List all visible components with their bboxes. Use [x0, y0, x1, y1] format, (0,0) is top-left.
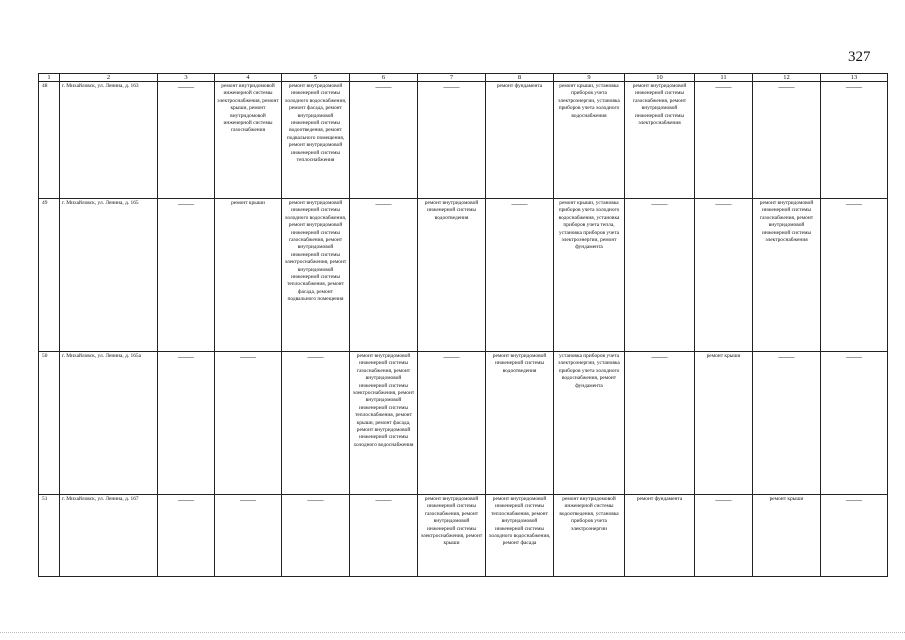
repair-schedule-table: [38, 73, 888, 577]
table-row: [39, 352, 888, 495]
address-cell: г. Михайловск, ул. Ленина, д. 163: [60, 82, 158, 199]
column-number: 12: [753, 74, 821, 82]
work-cell: ——: [418, 82, 486, 199]
address-cell: г. Михайловск, ул. Ленина, д. 165: [60, 199, 158, 352]
table-row: [39, 199, 888, 352]
work-cell: ——: [282, 495, 350, 577]
work-cell: ——: [350, 199, 418, 352]
table-row: [39, 495, 888, 577]
column-number: 10: [625, 74, 695, 82]
work-cell: ремонт фундамента: [625, 495, 695, 577]
work-cell: ——: [753, 82, 821, 199]
row-number: 48: [39, 82, 60, 199]
work-cell: ——: [695, 199, 753, 352]
scan-artifact-line: [0, 632, 905, 634]
work-cell: ремонт внутридомовой инженерной системы теплоснабжения, ремонт внутридомовой инженерной системы холодного водоснабжения, ремонт фасада: [486, 495, 554, 577]
column-number: 4: [215, 74, 282, 82]
work-cell: ремонт внутридомовой инженерной системы газоснабжения, ремонт внутридомовой инженерной системы электроснабжения, ремонт внутридомовой инженерной системы теплоснабжения, ремонт крыши, ремонт фасада, ремонт внутридомовой инженерной системы холодного водоснабжения: [350, 352, 418, 495]
work-cell: ремонт внутридомовой инженерной системы электроснабжения, ремонт крыши, ремонт внутридомовой инженерной системы газоснабжения: [215, 82, 282, 199]
work-cell: ремонт крыши: [753, 495, 821, 577]
work-cell: ——: [695, 495, 753, 577]
work-cell: ——: [695, 82, 753, 199]
work-cell: ——: [821, 199, 888, 352]
row-number: 51: [39, 495, 60, 577]
work-cell: ремонт крыши, установка приборов учета холодного водоснабжения, установка приборов учета тепла, установка приборов учета электроэнергии, ремонт фундамента: [554, 199, 625, 352]
page-number: 327: [848, 49, 871, 65]
column-number: 9: [554, 74, 625, 82]
work-cell: ——: [282, 352, 350, 495]
work-cell: ——: [821, 495, 888, 577]
work-cell: ——: [158, 199, 215, 352]
work-cell: ——: [158, 82, 215, 199]
address-cell: г. Михайловск, ул. Ленина, д. 165а: [60, 352, 158, 495]
work-cell: ——: [753, 352, 821, 495]
column-number: 2: [60, 74, 158, 82]
work-cell: ремонт внутридомовой инженерной системы газоснабжения, ремонт внутридомовой инженерной системы электроснабжения, ремонт крыши: [418, 495, 486, 577]
work-cell: ——: [821, 352, 888, 495]
work-cell: ремонт внутридомовой инженерной системы газоснабжения, ремонт внутридомовой инженерной системы электроснабжения: [753, 199, 821, 352]
work-cell: ——: [486, 199, 554, 352]
work-cell: ремонт крыши, установка приборов учета электроэнергии, установка приборов учета холодного водоснабжения: [554, 82, 625, 199]
work-cell: установка приборов учета электроэнергии, установка приборов учета холодного водоснабжения, ремонт фундамента: [554, 352, 625, 495]
row-number: 49: [39, 199, 60, 352]
work-cell: ——: [418, 352, 486, 495]
column-number: 3: [158, 74, 215, 82]
work-cell: ремонт внутридомовой инженерной системы холодного водоснабжения, ремонт фасада, ремонт внутридомовой инженерной системы водоотведения, ремонт подвального помещения, ремонт внутридомовой инженерной системы теплоснабжения: [282, 82, 350, 199]
work-cell: ——: [158, 495, 215, 577]
work-cell: ——: [625, 199, 695, 352]
column-number: 13: [821, 74, 888, 82]
work-cell: ——: [158, 352, 215, 495]
work-cell: ремонт крыши: [215, 199, 282, 352]
work-cell: ——: [821, 82, 888, 199]
column-number: 5: [282, 74, 350, 82]
work-cell: ——: [625, 352, 695, 495]
work-cell: ремонт внутридомовой инженерной системы водоотведения: [486, 352, 554, 495]
work-cell: ремонт фундамента: [486, 82, 554, 199]
work-cell: ремонт крыши: [695, 352, 753, 495]
work-cell: ремонт внутридомовой инженерной системы водоотведения, установка приборов учета электроэнергии: [554, 495, 625, 577]
address-cell: г. Михайловск, ул. Ленина, д. 167: [60, 495, 158, 577]
column-number: 8: [486, 74, 554, 82]
column-number: 1: [39, 74, 60, 82]
column-number: 6: [350, 74, 418, 82]
column-number-row: [39, 74, 888, 82]
work-cell: ——: [215, 352, 282, 495]
work-cell: ——: [350, 495, 418, 577]
row-number: 50: [39, 352, 60, 495]
work-cell: ремонт внутридомовой инженерной системы газоснабжения, ремонт внутридомовой инженерной системы электроснабжения: [625, 82, 695, 199]
work-cell: ——: [215, 495, 282, 577]
column-number: 7: [418, 74, 486, 82]
column-number: 11: [695, 74, 753, 82]
work-cell: ремонт внутридомовой инженерной системы водоотведения: [418, 199, 486, 352]
table-row: [39, 82, 888, 199]
work-cell: ремонт внутридомовой инженерной системы холодного водоснабжения, ремонт внутридомовой инженерной системы газоснабжения, ремонт внутридомовой инженерной системы электроснабжения, ремонт внутридомовой инженерной системы теплоснабжения, ремонт фасада, ремонт подвального помещения: [282, 199, 350, 352]
work-cell: ——: [350, 82, 418, 199]
